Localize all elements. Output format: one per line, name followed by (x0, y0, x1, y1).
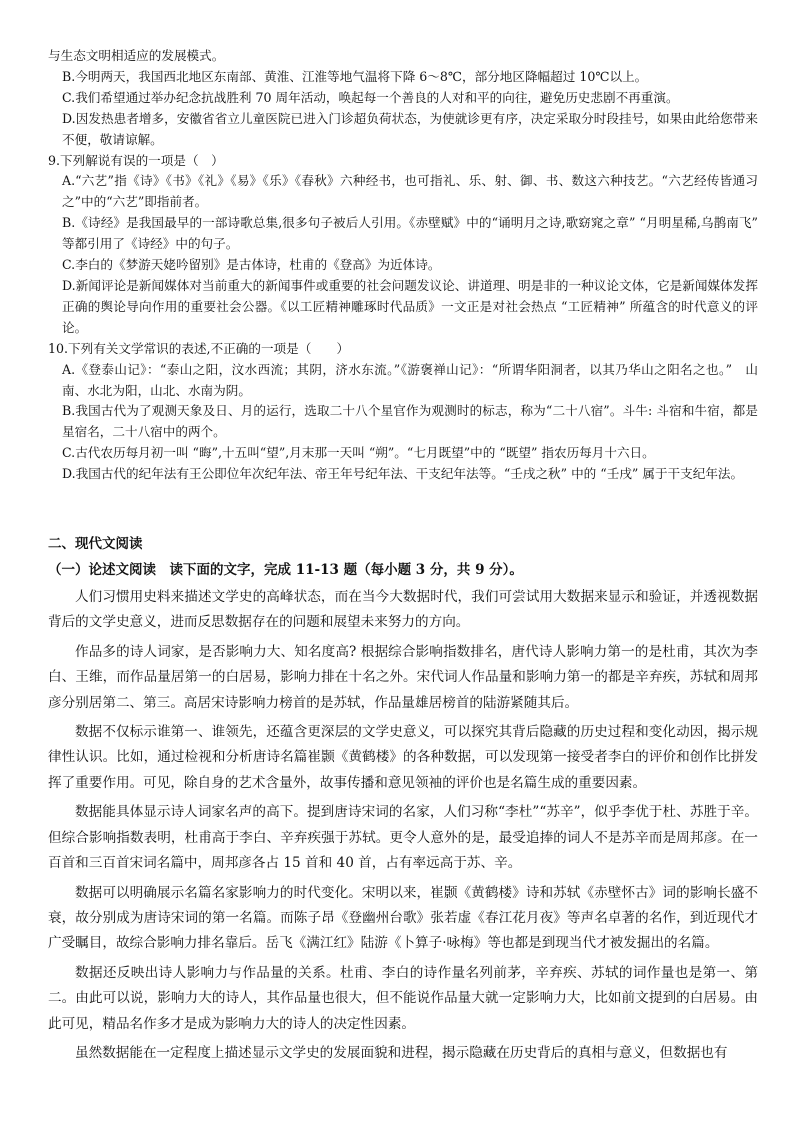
reading-section (48, 533, 758, 1066)
paragraph: 人们习惯用史料来描述文学史的高峰状态，而在当今大数据时代，我们可尝试用大数据来显示和验证，并透视数据背后的文学史意义，进而反思数据存在的问题和展望未来努力的方向。 (48, 589, 758, 631)
option-a-q9: A.“六艺”指《诗》《书》《礼》《易》《乐》《春秋》六种经书，也可指礼、乐、射、御、书、数这六种技艺。“六艺经传皆通习之”中的“六艺”即指前者。 (62, 173, 758, 210)
paragraph: 数据不仅标示谁第一、谁领先，还蕴含更深层的文学史意义，可以探究其背后隐藏的历史过程和变化动因，揭示规律性认识。比如，通过检视和分析唐诗名篇崔颢《黄鹤楼》的各种数据，可以发现第一接受者李白的评价和创作比拼发挥了重要作用。可见，除自身的艺术含量外，故事传播和意见领袖的评价也是名篇生成的重要因素。 (48, 724, 758, 791)
option-d-q8: D.因发热患者增多，安徽省省立儿童医院已进入门诊超负荷状态，为使就诊更有序，决定采取分时段挂号，如果由此给您带来不便，敬请谅解。 (62, 110, 758, 147)
paragraph: 数据可以明确展示名篇名家影响力的时代变化。宋明以来，崔颢《黄鹤楼》诗和苏轼《赤壁怀古》词的影响长盛不衰，故分别成为唐诗宋词的第一名篇。而陈子昂《登幽州台歌》张若虚《春江花月夜》等声名卓著的名作，到近现代才广受瞩目，故综合影响力排名靠后。岳飞《满江红》陆游《卜算子·咏梅》等也都是到现当代才被发掘出的名篇。 (48, 884, 758, 952)
paragraph: 数据能具体显示诗人词家名声的高下。提到唐诗宋词的名家，人们习称“李杜”“苏辛”，似乎李优于杜、苏胜于辛。但综合影响指数表明，杜甫高于李白、辛弃疾强于苏轼。更令人意外的是，最受追捧的词人不是苏辛而是周邦彦。在一百首和三百首宋词名篇中，周邦彦各占 15 首和 40 首，占有率远高于苏、辛。 (48, 804, 758, 872)
section-title: 二、现代文阅读 (48, 536, 143, 553)
option-b-q9: B.《诗经》是我国最早的一部诗歌总集,很多句子被后人引用。《赤壁赋》中的“诵明月之诗,歌窈窕之章” “月明星稀,乌鹊南飞” 等都引用了《诗经》中的句子。 (62, 215, 758, 252)
paragraph: 虽然数据能在一定程度上描述显示文学史的发展面貌和进程，揭示隐藏在历史背后的真相与意义，但数据也有 (75, 1044, 728, 1061)
multiple-choice-section (48, 46, 758, 485)
option-b-q8: B.今明两天，我国西北地区东南部、黄淮、江淮等地气温将下降 6～8℃，部分地区降幅超过 10℃以上。 (62, 68, 648, 84)
option-d-q9: D.新闻评论是新闻媒体对当前重大的新闻事件或重要的社会问题发议论、讲道理、明是非的一种议论文体，它是新闻媒体发挥正确的舆论导向作用的重要社会公器。《以工匠精神雕琢时代品质》一文正是对社会热点 “工匠精神” 所蕴含的时代意义的评论。 (62, 277, 758, 335)
paragraph: 数据还反映出诗人影响力与作品量的关系。杜甫、李白的诗作量名列前茅，辛弃疾、苏轼的词作量也是第一、第二。由此可以说，影响力大的诗人，其作品量也很大，但不能说作品量大就一定影响力大，比如前文提到的白居易。由此可见，精品名作多才是成为影响力大的诗人的决定性因素。 (48, 964, 758, 1032)
text-line: 与生态文明相适应的发展模式。 (48, 48, 225, 63)
option-a-q10: A.《登泰山记》：“泰山之阳，汶水西流；其阴，济水东流。”《游褒禅山记》：“所谓华阳洞者，以其乃华山之阳名之也。” 山南、水北为阳，山北、水南为阴。 (62, 361, 758, 398)
option-d-q10: D.我国古代的纪年法有王公即位年次纪年法、帝王年号纪年法、干支纪年法等。“壬戌之秋” 中的 “壬戌” 属于干支纪年法。 (62, 466, 744, 482)
option-b-q10: B.我国古代为了观测天象及日、月的运行，选取二十八个星官作为观测时的标志，称为“二十八宿”。斗牛: 斗宿和牛宿，都是星宿名，二十八宿中的两个。 (62, 403, 758, 440)
option-c-q10: C.古代农历每月初一叫 “晦”,十五叫“望”,月末那一天叫 “朔”。“七月既望”中的 “既望” 指农历每月十六日。 (62, 445, 655, 461)
option-c-q8: C.我们希望通过举办纪念抗战胜利 70 周年活动，唤起每一个善良的人对和平的向往，避免历史悲剧不再重演。 (62, 89, 679, 105)
question-10: 10.下列有关文学常识的表述,不正确的一项是（ ） (48, 340, 350, 356)
question-9: 9.下列解说有误的一项是（ ） (48, 152, 224, 168)
section-subtitle: （一）论述文阅读 读下面的文字，完成 11-13 题（每小题 3 分，共 9 分）。 (48, 562, 523, 579)
paragraph: 作品多的诗人词家，是否影响力大、知名度高? 根据综合影响指数排名，唐代诗人影响力第一的是杜甫，其次为李白、王维，而作品量居第一的白居易，影响力排在十名之外。宋代词人作品量和影响力第一的都是辛弃疾，苏轼和周邦彦分别居第二、第三。高居宋诗影响力榜首的是苏轼，作品量雄居榜首的陆游紧随其后。 (48, 643, 758, 711)
option-c-q9: C.李白的《梦游天姥吟留别》是古体诗，杜甫的《登高》为近体诗。 (62, 257, 441, 273)
